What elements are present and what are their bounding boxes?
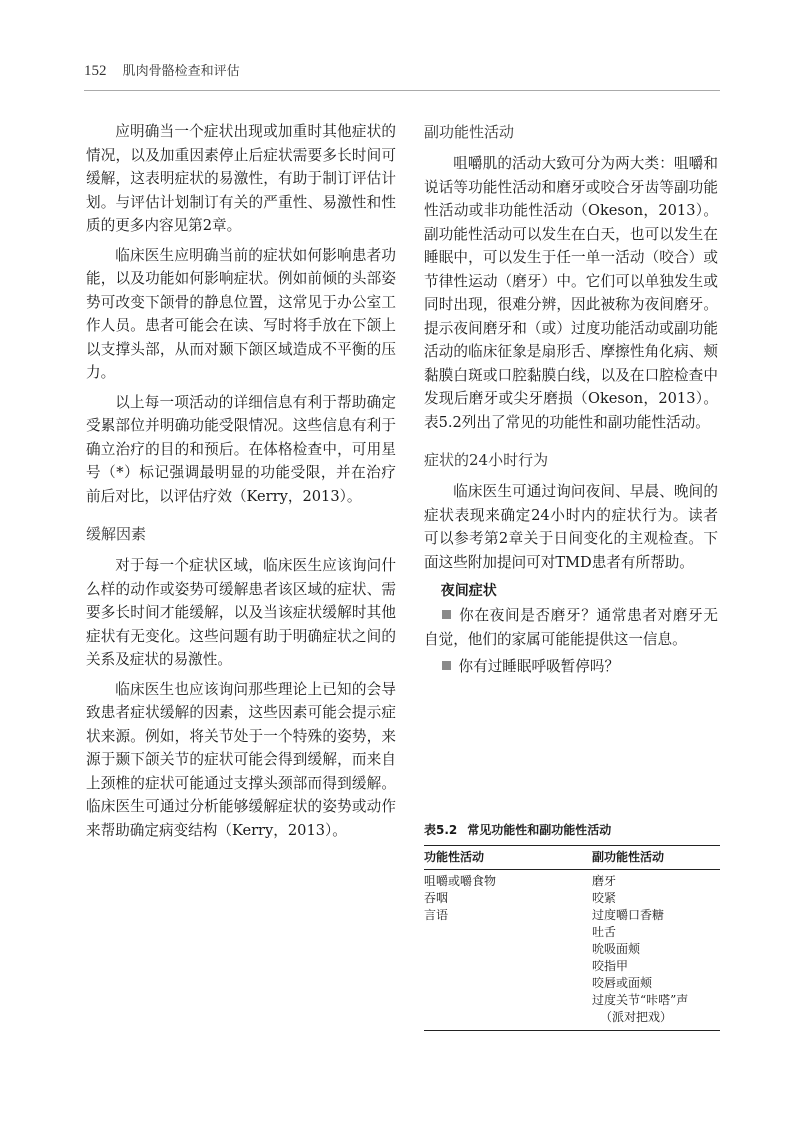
table-cell: 咬紧	[592, 891, 617, 905]
bullet-item: 你有过睡眠呼吸暂停吗？	[424, 655, 718, 679]
table-cell: 吐舌	[592, 925, 617, 939]
table-cell: 咬指甲	[592, 959, 629, 973]
paragraph: 临床医生可通过询问夜间、早晨、晚间的症状表现来确定24小时内的症状行为。读者可以参考第2章关于日间变化的主观检查。下面这些附加提问可对TMD患者有所帮助。	[424, 483, 718, 571]
table-cell: 过度嚼口香糖	[592, 908, 665, 922]
paragraph: 以上每一项活动的详细信息有利于帮助确定受累部位并明确功能受限情况。这些信息有利于确立治疗的目的和预后。在体格检查中，可用星号（*）标记强调最明显的功能受限，并在治疗前后对比，以评估疗效（Kerry，2013）。	[86, 393, 396, 505]
paragraph: 临床医生也应该询问那些理论上已知的会导致患者症状缓解的因素，这些因素可能会提示症状来源。例如，将关节处于一个特殊的姿势，来源于颞下颌关节的症状可能会得到缓解，而来自上颈椎的症状可能通过支撑头颈部而得到缓解。临床医生可通过分析能够缓解症状的姿势或动作来帮助确定病变结构（Kerry，2013）。	[86, 680, 396, 839]
paragraph: 应明确当一个症状出现或加重时其他症状的情况，以及加重因素停止后症状需要多长时间可缓解，这表明症状的易激性，有助于制订评估计划。与评估计划制订有关的严重性、易激性和性质的更多内容见第2章。	[86, 123, 396, 234]
table-cell: 过度关节“咔嗒”声	[592, 993, 689, 1007]
left-column	[86, 120, 396, 848]
column-header-functional: 功能性活动	[424, 850, 485, 864]
table-cell: 言语	[424, 908, 449, 922]
paragraph: 咀嚼肌的活动大致可分为两大类：咀嚼和说话等功能性活动和磨牙或咬合牙齿等副功能性活动或非功能性活动（Okeson，2013）。副功能性活动可以发生在白天，也可以发生在睡眠中，可以发生于任一单一活动（咬合）或节律性运动（磨牙）中。它们可以单独发生或同时出现，很难分辨，因此被称为夜间磨牙。提示夜间磨牙和（或）过度功能活动或副功能活动的临床征象是扇形舌、摩擦性角化病、颊黏膜白斑或口腔黏膜白线，以及在口腔检查中发现后磨牙或尖牙磨损（Okeson，2013）。表5.2列出了常见的功能性和副功能性活动。	[424, 155, 718, 431]
square-bullet-icon	[442, 661, 451, 670]
bullet-item: 你在夜间是否磨牙？通常患者对磨牙无自觉，他们的家属可能能提供这一信息。	[424, 607, 718, 648]
table-number: 表5.2	[424, 823, 458, 837]
table-cell: 咀嚼或嚼食物	[424, 874, 497, 888]
paragraph: 对于每一个症状区域，临床医生应该询问什么样的动作或姿势可缓解患者该区域的症状、需要多长时间才能缓解，以及当该症状缓解时其他症状有无变化。这些问题有助于明确症状之间的关系及症状的易激性。	[86, 557, 396, 668]
page-number: 152	[84, 63, 107, 79]
table-cell: 磨牙	[592, 874, 617, 888]
header-divider	[84, 90, 720, 91]
square-bullet-icon	[442, 610, 451, 619]
right-column	[424, 120, 718, 683]
section-heading-relieving-factors: 缓解因素	[86, 525, 147, 543]
table-5-2	[424, 822, 720, 1031]
running-title: 肌肉骨骼检查和评估	[122, 64, 240, 79]
table-caption	[424, 822, 720, 839]
section-heading-parafunctional: 副功能性活动	[424, 123, 515, 141]
table-header-row	[424, 845, 720, 870]
table-body	[424, 870, 720, 1031]
page-header	[84, 60, 720, 80]
subsection-heading-night-symptoms: 夜间症状	[440, 583, 497, 599]
section-heading-24-hour-behaviour: 症状的24小时行为	[424, 451, 549, 469]
table-cell: 吞咽	[424, 891, 449, 905]
parafunctional-column	[592, 873, 720, 1026]
column-header-parafunctional: 副功能性活动	[592, 850, 665, 864]
table-cell: 吮吸面颊	[592, 942, 641, 956]
table-cell: 咬唇或面颊	[592, 976, 653, 990]
paragraph: 临床医生应明确当前的症状如何影响患者功能，以及功能如何影响症状。例如前倾的头部姿势可改变下颌骨的静息位置，这常见于办公室工作人员。患者可能会在读、写时将手放在下颌上以支撑头部，从而对颞下颌区域造成不平衡的压力。	[86, 246, 396, 381]
functional-column	[424, 873, 592, 1026]
table-cell: （派对把戏）	[600, 1010, 673, 1024]
table-title: 常见功能性和副功能性活动	[467, 823, 612, 837]
